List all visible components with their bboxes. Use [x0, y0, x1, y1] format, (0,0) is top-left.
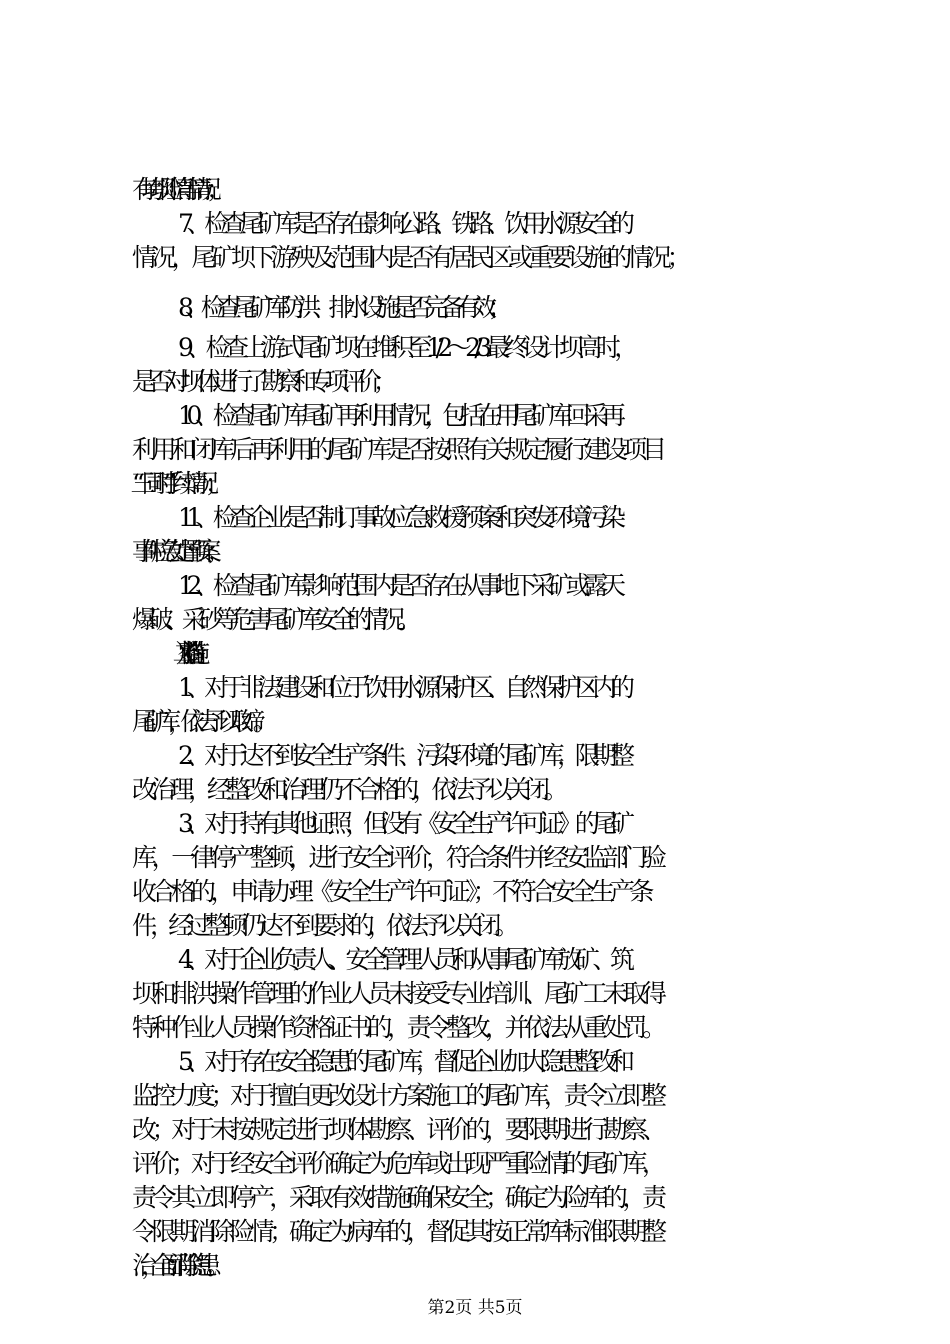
paragraph-start-measure-3: 3、对于持有其他证照，但没有《安全生产许可证》的尾矿 — [178, 809, 628, 838]
body-line: “三同时”手续情况； — [132, 469, 216, 498]
body-line: 有垮坝险情等情况； — [132, 175, 216, 204]
paragraph-start-10: 10、检查尾矿库尾矿再利用情况，包括在用尾矿库回采再 — [178, 401, 619, 430]
body-line: 令限期消除险情；确定为病库的，督促其按正常库标准限期整 — [132, 1217, 662, 1246]
body-line: 件，经过整顿仍达不到要求的，依法予以关闭。 — [132, 911, 513, 940]
body-line: 尾矿库，依法予以取缔。 — [132, 707, 265, 736]
body-line: 特种作业人员操作资格证书的，责令整改，并依法从重处罚。 — [132, 1013, 662, 1042]
body-line: 是否对坝体进行了勘察和专项评价； — [132, 367, 389, 396]
body-line: 责令其立即停产，采取有效措施确保安全；确定为险库的，责 — [132, 1183, 662, 1212]
paragraph-start-measure-4: 4、对于企业负责人、安全管理人员和从事尾矿库放矿、筑 — [178, 945, 628, 974]
body-line: 评价；对于经安全评价确定为危库或出现严重险情的尾矿库， — [132, 1149, 662, 1178]
paragraph-start-12: 12、检查尾矿库影响范围内是否存在从事地下采矿或露天 — [178, 571, 619, 600]
body-line: 利用和闭库后再利用的尾矿库是否按照有关规定履行建设项目 — [132, 435, 662, 464]
body-line: 改治理，经整改和治理仍不合格的，依法予以关闭。 — [132, 775, 563, 804]
body-line: 改；对于未按规定进行坝体勘察、评价的，要限期进行勘察、 — [132, 1115, 662, 1144]
body-line: 监控力度；对于擅自更改设计方案施工的尾矿库，责令立即整 — [132, 1081, 662, 1110]
paragraph-start-9: 9、检查上游式尾矿坝在堆积至1/2～2/3最终设计坝高时， — [178, 333, 633, 362]
body-line: 收合格的，申请办理《安全生产许可证》；不符合安全生产条 — [132, 877, 650, 906]
paragraph-start-measure-2: 2、对于达不到安全生产条件、污染环境的尾矿库，限期整 — [178, 741, 628, 770]
paragraph-start-7: 7、检查尾矿库是否存在影响公路、铁路、饮用水源安全的 — [178, 209, 628, 238]
paragraph-start-8: 8、检查尾矿库防洪、排水设施是否完备有效； — [178, 293, 504, 322]
paragraph-start-11: 11、检查企业是否制订事故应急救援预案和突发环境污染 — [178, 503, 619, 532]
body-line: 爆破、采砂等危害尾矿库安全的情况。 — [132, 605, 414, 634]
body-line: 库，一律停产整顿，进行安全评价，符合条件并经安监部门验 — [132, 843, 662, 872]
body-line: 事件应急处置预案； — [132, 537, 216, 566]
paragraph-start-measure-5: 5、对于存在安全隐患的尾矿库，督促企业加大隐患整改和 — [178, 1047, 628, 1076]
page-number-footer: 第2页 共5页 — [427, 1298, 523, 1318]
paragraph-start-measure-1: 1、对于非法建设和位于饮用水源保护区、自然保护区内的 — [178, 673, 628, 702]
section-heading: （二）整治措施： — [170, 639, 191, 668]
body-line: 治，全面消除隐患。 — [132, 1251, 216, 1280]
body-line: 坝和排洪操作管理的作业人员未接受专业培训、尾矿工未取得 — [132, 979, 662, 1008]
body-line: 情况，尾矿坝下游殃及范围内是否有居民区或重要设施的情况； — [132, 243, 687, 272]
